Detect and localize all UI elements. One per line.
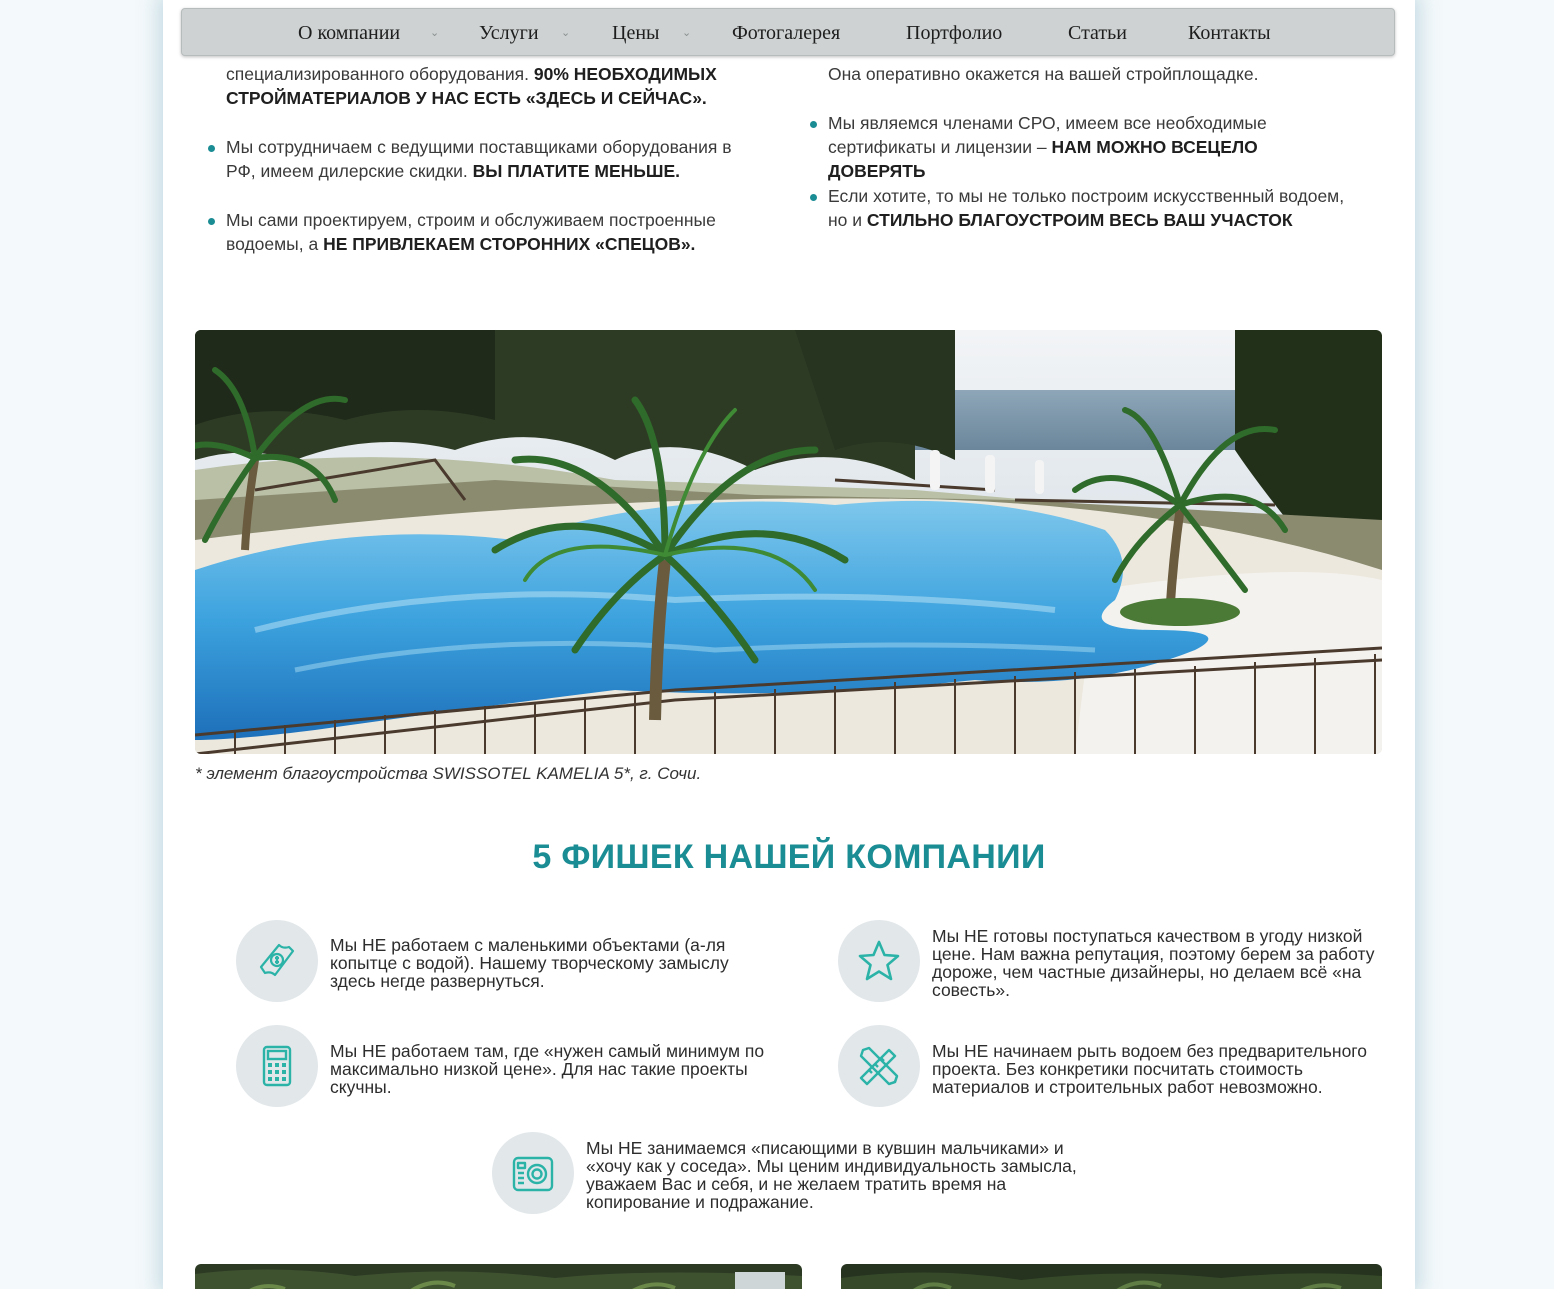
feature-icon-badge bbox=[838, 1025, 920, 1107]
advantage-text: Если хотите, то мы не только построим искусственный водоем, но и bbox=[828, 186, 1345, 230]
pencil-ruler-icon bbox=[855, 1042, 903, 1090]
feature-icon-badge bbox=[236, 1025, 318, 1107]
advantage-item bbox=[226, 135, 746, 183]
camera-icon bbox=[509, 1149, 557, 1197]
feature-text: Мы НЕ готовы поступаться качеством в угоду низкой цене. Нам важна репутация, поэтому берем за работу дороже, чем частные дизайнеры, но делаем всё «на совесть». bbox=[932, 926, 1375, 1000]
pool-photo bbox=[195, 330, 1382, 754]
pool-photo-illustration bbox=[195, 330, 1382, 754]
advantage-item bbox=[226, 62, 746, 110]
chevron-down-icon: ⌄ bbox=[682, 26, 692, 39]
photo-caption: * элемент благоустройства SWISSOTEL KAMELIA 5*, г. Сочи. bbox=[195, 764, 702, 783]
nav-label: О компании bbox=[298, 22, 401, 44]
advantage-bold: СТИЛЬНО БЛАГОУСТРОИМ ВЕСЬ ВАШ УЧАСТОК bbox=[866, 210, 1293, 230]
bullet-icon bbox=[810, 121, 817, 128]
calculator-icon bbox=[253, 1042, 301, 1090]
bullet-icon bbox=[208, 145, 215, 152]
gallery-photo-illustration bbox=[195, 1264, 802, 1289]
feature-icon-badge bbox=[838, 920, 920, 1002]
feature-text: Мы НЕ занимаемся «писающими в кувшин мальчиками» и «хочу как у соседа». Мы ценим индивидуальность замысла, уважаем Вас и себя, и не желаем тратить время на копирование и подражание. bbox=[586, 1138, 1077, 1212]
nav-item-contacts[interactable] bbox=[1188, 9, 1271, 55]
advantage-text: Мы являемся членами СРО, имеем все необходимые сертификаты и лицензии – bbox=[828, 113, 1267, 157]
nav-label: Статьи bbox=[1068, 22, 1127, 44]
features-title: 5 ФИШЕК НАШЕЙ КОМПАНИИ bbox=[532, 838, 1046, 876]
feature-text: Мы НЕ работаем с маленькими объектами (а-ля копытце с водой). Нашему творческому замыслу здесь негде развернуться. bbox=[330, 935, 729, 991]
gallery-photo-illustration bbox=[841, 1264, 1382, 1289]
nav-label: Услуги bbox=[479, 22, 539, 44]
advantage-text: Мы сами проектируем, строим и обслуживаем построенные водоемы, а bbox=[226, 210, 716, 254]
feature-icon-badge bbox=[492, 1132, 574, 1214]
feature-text: Мы НЕ начинаем рыть водоем без предварительного проекта. Без конкретики посчитать стоимость материалов и строительных работ невозможно. bbox=[932, 1041, 1368, 1097]
gallery-photo bbox=[841, 1264, 1382, 1289]
feature-text: Мы НЕ работаем там, где «нужен самый минимум по максимально низкой цене». Для нас такие проекты скучны. bbox=[330, 1041, 765, 1097]
nav-item-articles[interactable] bbox=[1068, 9, 1127, 55]
gallery-photo bbox=[195, 1264, 802, 1289]
nav-item-services[interactable] bbox=[479, 9, 571, 55]
advantage-item bbox=[828, 62, 1358, 86]
nav-label: Контакты bbox=[1188, 22, 1271, 44]
nav-item-portfolio[interactable] bbox=[906, 9, 1002, 55]
nav-label: Портфолио bbox=[906, 22, 1003, 44]
nav-label: Фотогалерея bbox=[732, 22, 841, 44]
advantage-bold: 90% НЕОБХОДИМЫХ СТРОЙМАТЕРИАЛОВ У НАС ЕСТЬ «ЗДЕСЬ И СЕЙЧАС». bbox=[226, 64, 717, 108]
advantage-item bbox=[828, 111, 1358, 183]
advantage-item bbox=[226, 208, 746, 256]
advantage-bold: НАМ МОЖНО ВСЕЦЕЛО ДОВЕРЯТЬ bbox=[828, 137, 1258, 181]
advantage-bold: ВЫ ПЛАТИТЕ МЕНЬШЕ. bbox=[472, 161, 681, 181]
nav-item-gallery[interactable] bbox=[732, 9, 840, 55]
page-container bbox=[163, 0, 1415, 1289]
advantage-bold: НЕ ПРИВЛЕКАЕМ СТОРОННИХ «СПЕЦОВ». bbox=[323, 234, 696, 254]
nav-item-prices[interactable] bbox=[612, 9, 692, 55]
star-icon bbox=[855, 937, 903, 985]
advantage-text: Мы сотрудничаем с ведущими поставщиками оборудования в РФ, имеем дилерские скидки. bbox=[226, 137, 732, 181]
advantage-item bbox=[828, 184, 1358, 232]
feature-icon-badge bbox=[236, 920, 318, 1002]
chevron-down-icon: ⌄ bbox=[430, 26, 440, 39]
bullet-icon bbox=[810, 194, 817, 201]
advantage-text: Она оперативно окажется на вашей стройплощадке. bbox=[828, 64, 1259, 84]
nav-label: Цены bbox=[612, 22, 660, 44]
advantage-text: специализированного оборудования. bbox=[226, 64, 529, 84]
money-icon bbox=[253, 937, 301, 985]
main-nav bbox=[181, 8, 1395, 56]
bullet-icon bbox=[208, 218, 215, 225]
chevron-down-icon: ⌄ bbox=[561, 26, 571, 39]
nav-item-company[interactable] bbox=[298, 9, 440, 55]
